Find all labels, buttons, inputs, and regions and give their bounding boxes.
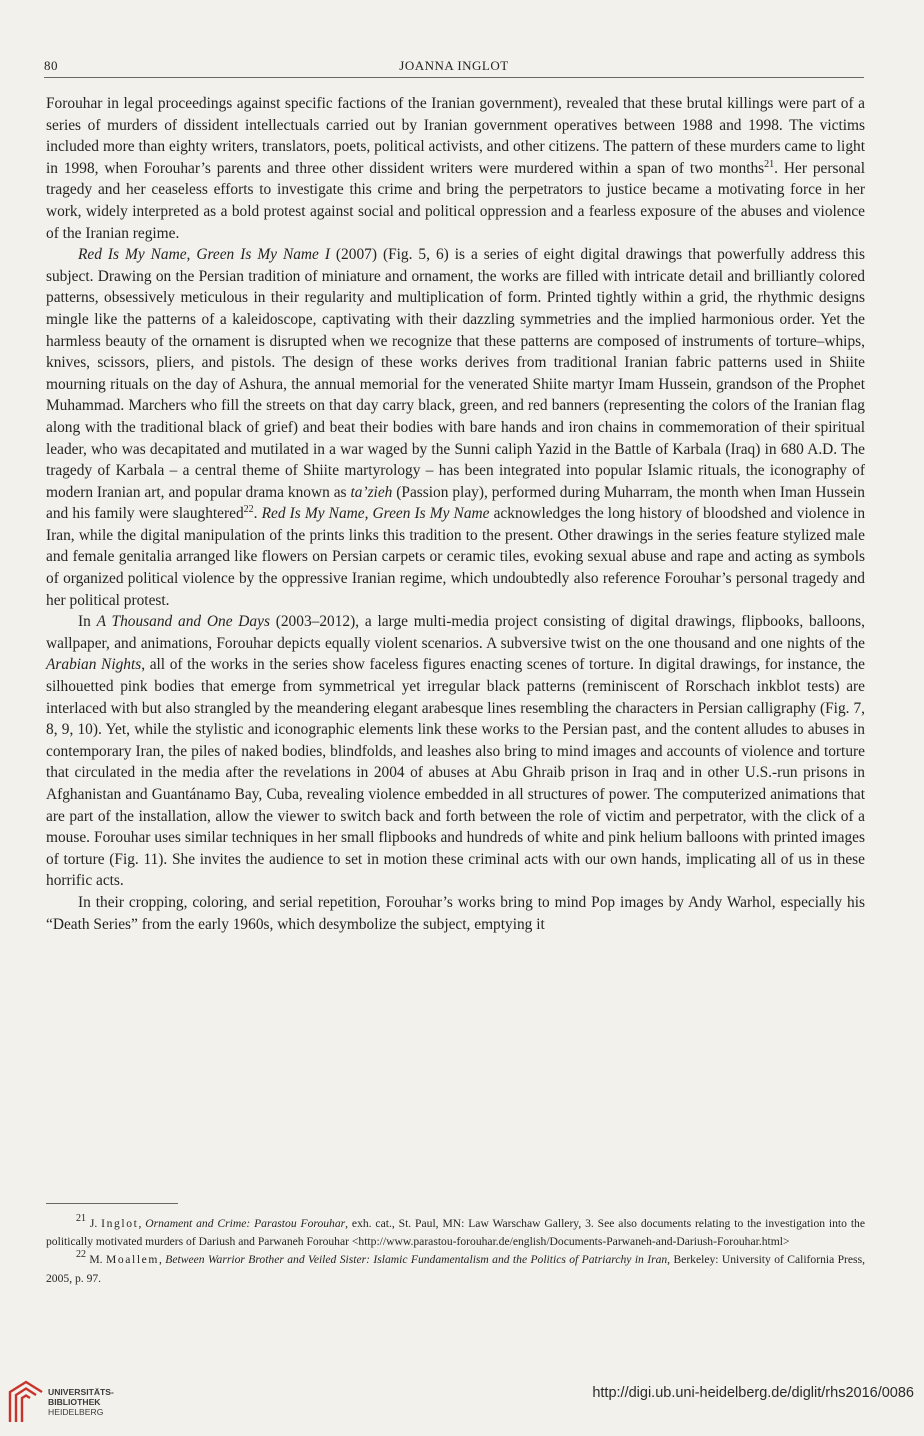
paragraph (46, 611, 865, 892)
footnote-21 (46, 1215, 865, 1251)
paragraph (46, 244, 865, 611)
footnote-rule (46, 1203, 178, 1204)
text-run: , all of the works in the series show faceless figures enacting scenes of torture. In digital drawings, for instance, the silhouetted pink bodies that emerge from symmetrical yet irregular black patterns (reminiscent of Rorschach inkblot tests) are interlaced with but also strangled by the meandering elegant arabesque lines resembling the characters in Persian calligraphy (Fig. 7, 8, 9, 10). Yet, while the stylistic and iconographic elements link these works to the Persian past, and the content alludes to abuses in contemporary Iran, the piles of naked bodies, blindfolds, and leashes also bring to mind images and accounts of violence and torture that circulated in the media after the revelations in 2004 of abuses at Abu Ghraib prison in Iraq and in other U.S.-run prisons in Afghanistan and Guantánamo Bay, Cuba, revealing violence embedded in all structures of power. The computerized animations that are part of the installation, allow the viewer to switch back and forth between the role of victim and perpetrator, with the click of a mouse. Forouhar uses similar techniques in her small flipbooks and hundreds of white and pink helium balloons with printed images of torture (Fig. 11). She invites the audience to set in motion these criminal acts with our own hands, implicating all of us in these horrific acts. (46, 656, 865, 890)
library-name: UNIVERSITÄTS- BIBLIOTHEK HEIDELBERG (48, 1387, 114, 1417)
footnote-marker: 21 (76, 1213, 86, 1224)
footnotes (46, 1215, 865, 1288)
author-name: Moallem (105, 1253, 160, 1267)
text-run: acknowledges the long history of bloodshed and violence in Iran, while the digital manipulation of the prints links this tradition to the present. Other drawings in the series feature stylized male and female genitalia arranged like flowers on Persian carpets or ceramic tiles, evoking sexual abuse and rape and acting as symbols of organized political violence by the oppressive Iranian regime, which undoubtedly also reference Forouhar’s personal tragedy and her political protest. (46, 505, 866, 609)
italic-text: ta’zieh (350, 483, 393, 501)
paragraph (46, 93, 865, 244)
library-logo (4, 1370, 144, 1432)
text-run: In their cropping, coloring, and serial repetition, Forouhar’s works bring to mind Pop images by Andy Warhol, especially his “Death Series” from the early 1960s, which desymbolize the subject, emptying it (46, 893, 865, 933)
text-run: In (78, 613, 97, 631)
text-run: (Passion play), performed during Muharram, the month when Iman Hussein and his family were slaughtered (46, 483, 865, 523)
text-run: (2007) (Fig. 5, 6) is a series of eight digital drawings that powerfully address this subject. Drawing on the Persian tradition of miniature and ornament, the works are filled with intricate detail and brilliantly colored patterns, obsessively meticulous in their regularity and multiplication of form. Printed tightly within a grid, the rhythmic designs mingle like the patterns of a kaleidoscope, captivating with their dazzling symmetries and the implied harmonious order. Yet the harmless beauty of the ornament is disrupted when we recognize that these patterns are composed of instruments of torture–whips, knives, scissors, pliers, and pistols. The design of these works derives from traditional Iranian fabric patterns used in Shiite mourning rituals on the day of Ashura, the annual memorial for the venerated Shiite martyr Imam Hussein, grandson of the Prophet Muhammad. Marchers who fill the streets on that day carry black, green, and red banners (representing the colors of the Iranian flag along with the traditional black of grief) and beat their bodies with bare hands and iron chains in commemoration of their spiritual leader, who was decapitated and mutilated in a war waged by the Sunni caliph Yazid in the Battle of Karbala (Iraq) in 680 A.D. The tragedy of Karbala – a central theme of Shiite martyrology – has been integrated into popular Islamic rituals, the iconography of modern Iranian art, and popular drama known as (46, 246, 865, 501)
footnote-marker: 22 (76, 1249, 86, 1261)
footnote-22 (46, 1251, 865, 1287)
text-run: J. (86, 1217, 102, 1230)
author-name: Inglot (101, 1217, 139, 1230)
italic-text: Ornament and Crime: Parastou Forouhar (145, 1217, 346, 1230)
text-run: , exh. cat., St. Paul, MN: Law Warschaw Gallery, 3. See also documents relating to the investigation into the politically motivated murders of Dariush and Parwaneh Forouhar <http://www.parastou-forouhar.de/english/Documents-Parwaneh-and-Dariush-Forouhar.html> (46, 1217, 865, 1249)
running-head (44, 58, 864, 78)
italic-text: Between Warrior Brother and Veiled Sister: Islamic Fundamentalism and the Politics of Patriarchy in Iran (165, 1253, 668, 1267)
author-running-head: JOANNA INGLOT (399, 58, 509, 73)
text-run: . Her personal tragedy and her ceaseless efforts to investigate this crime and bring the perpetrators to justice became a motivating force in her work, widely interpreted as a bold protest against social and political oppression and a fearless exposure of the abuses and violence of the Iranian regime. (46, 159, 865, 242)
italic-text: Arabian Nights (46, 656, 142, 674)
text-run: , (138, 1217, 146, 1230)
text-run: M. (86, 1253, 106, 1267)
italic-text: Red Is My Name, Green Is My Name I (78, 246, 330, 264)
text-run: Forouhar in legal proceedings against specific factions of the Iranian government), revealed that these brutal killings were part of a series of murders of dissident intellectuals carried out by Iranian government operatives between 1988 and 1998. The victims included more than eighty writers, translators, poets, political activists, and other citizens. The pattern of these murders came to light in 1998, when Forouhar’s parents and three other dissident writers were murdered within a span of two months (46, 95, 865, 177)
permalink-url[interactable]: http://digi.ub.uni-heidelberg.de/diglit/rhs2016/0086 (592, 1385, 914, 1401)
text-run: , (159, 1253, 166, 1267)
page-number: 80 (44, 58, 58, 73)
body-text (46, 93, 865, 935)
italic-text: A Thousand and One Days (96, 613, 270, 631)
footnote-marker: 21 (764, 158, 775, 170)
italic-text: Red Is My Name, Green Is My Name (261, 505, 490, 523)
paragraph (46, 892, 865, 935)
text-run: (2003–2012), a large multi-media project consisting of digital drawings, flipbooks, balloons, wallpaper, and animations, Forouhar depicts equally violent scenarios. A subversive twist on the one thousand and one nights of the (46, 613, 866, 652)
text-run: . (253, 505, 262, 523)
library-logo-icon (6, 1378, 46, 1424)
text-run: , Berkeley: University of California Press, 2005, p. 97. (46, 1253, 865, 1285)
footnote-marker: 22 (243, 504, 254, 516)
header-rule (44, 77, 864, 78)
